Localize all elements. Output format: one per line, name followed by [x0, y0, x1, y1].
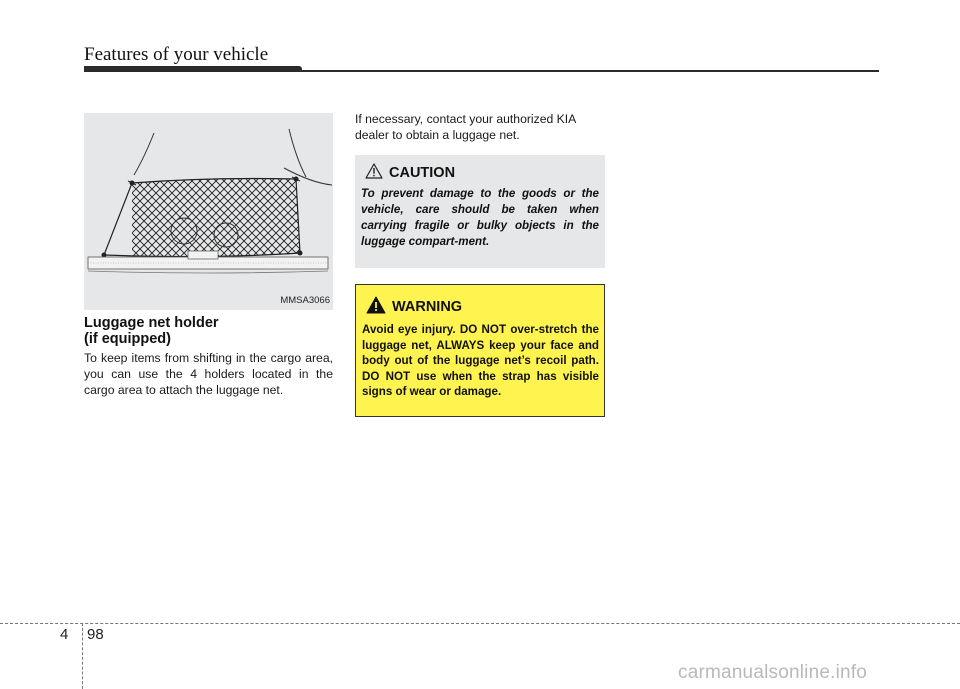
section-heading [84, 315, 219, 347]
caution-title: CAUTION [389, 165, 456, 181]
caution-triangle-icon [365, 163, 383, 179]
warning-triangle-icon [366, 296, 386, 314]
warning-text: Avoid eye injury. DO NOT over-stretch the luggage net, ALWAYS keep your face and body out of the luggage net’s recoil path. DO NOT use when the strap has visible signs of wear or damage. [362, 323, 599, 399]
section-heading-line1: Luggage net holder [84, 315, 219, 331]
footer-divider [82, 623, 83, 689]
warning-title: WARNING [392, 299, 463, 315]
intro-paragraph: If necessary, contact your authorized KIA dealer to obtain a luggage net. [355, 112, 576, 142]
warning-box [355, 284, 605, 417]
figure-code-label: MMSA3066 [280, 295, 330, 306]
section-heading-line2: (if equipped) [84, 331, 171, 347]
luggage-net-illustration [84, 113, 333, 310]
watermark: carmanualsonline.info [678, 662, 868, 683]
header-rule [84, 70, 879, 72]
section-body-text: To keep items from shifting in the cargo area, you can use the 4 holders located in the cargo area to attach the luggage net. [84, 351, 333, 397]
chapter-number: 4 [60, 626, 69, 643]
caution-text: To prevent damage to the goods or the vehicle, care should be taken when carrying fragile or bulky objects in the luggage compart-ment. [361, 187, 599, 248]
caution-box [355, 155, 605, 268]
page-number: 98 [87, 626, 104, 643]
footer-rule [0, 623, 960, 624]
page-header-title: Features of your vehicle [84, 44, 269, 65]
luggage-net-figure [84, 113, 333, 310]
